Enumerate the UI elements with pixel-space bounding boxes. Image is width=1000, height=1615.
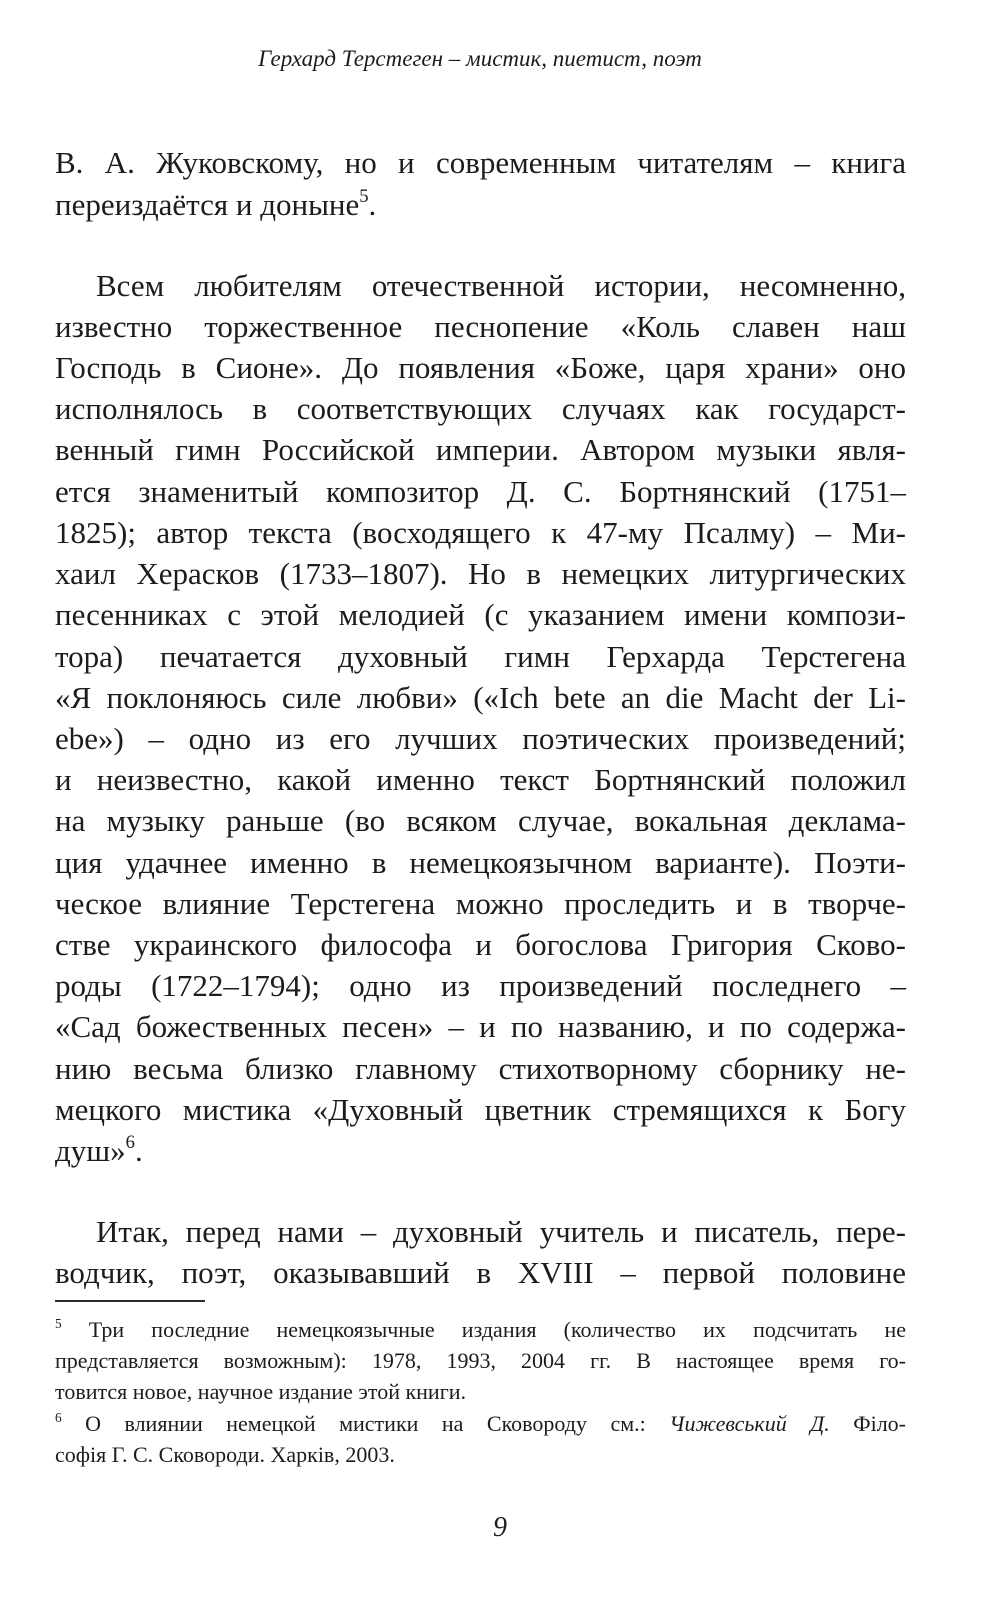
text-line: стве украинского философа и богослова Григория Сково- — [55, 927, 906, 962]
text-line: водчик, поэт, оказывавший в XVIII – первой половине — [55, 1255, 906, 1290]
footnote-line: товится новое, научное издание этой книги. — [55, 1379, 466, 1404]
text-line: «Я поклоняюсь силе любви» («Ich bete an die Macht der Li- — [55, 680, 906, 715]
text-line: ebe») – одно из его лучших поэтических произведений; — [55, 721, 906, 756]
text-line-content: душ» — [55, 1133, 126, 1168]
footnote-ref-6: 6 — [125, 1131, 135, 1153]
text-line: Всем любителям отечественной истории, несомненно, — [96, 268, 906, 303]
text-line: мецкого мистика «Духовный цветник стремящихся к Богу — [55, 1092, 906, 1127]
text-line: роды (1722–1794); одно из произведений последнего – — [55, 968, 906, 1003]
footnote-text: Філо- — [829, 1411, 906, 1436]
footnote-number: 5 — [55, 1315, 62, 1331]
footnote-line: софія Г. С. Сковороди. Харків, 2003. — [55, 1442, 395, 1467]
page-number: 9 — [493, 1512, 507, 1543]
text-line: известно торжественное песнопение «Коль славен наш — [55, 309, 906, 344]
footnote-text: О влиянии немецкой мистики на Сковороду см.: — [85, 1411, 670, 1436]
text-line — [55, 1130, 906, 1172]
text-line: нию весьма близко главному стихотворному сборнику не- — [55, 1051, 906, 1086]
text-line: исполнялось в соответствующих случаях как государст- — [55, 391, 906, 426]
text-line-content: переиздаётся и доныне — [55, 187, 360, 222]
footnote-text: Три последние немецкоязычные издания (количество их подсчитать не — [88, 1317, 907, 1342]
text-line: на музыку раньше (во всяком случае, вокальная деклама- — [55, 803, 906, 838]
text-line — [55, 184, 906, 226]
cited-author: Чижевський Д. — [669, 1411, 830, 1436]
text-line: тора) печатается духовный гимн Герхарда Терстегена — [55, 639, 906, 674]
footnote-5 — [55, 1314, 906, 1345]
text-line: венный гимн Российской империи. Автором музыки явля- — [55, 432, 906, 467]
end-punctuation: . — [134, 1133, 143, 1168]
running-head: Герхард Терстеген – мистик, пиетист, поэт — [258, 46, 702, 71]
text-line: песенниках с этой мелодией (с указанием имени компози- — [55, 597, 906, 632]
footnote-separator — [55, 1300, 205, 1302]
text-line: ция удачнее именно в немецкоязычном варианте). Поэти- — [55, 845, 906, 880]
text-line: и неизвестно, какой именно текст Бортнянский положил — [55, 762, 906, 797]
text-line: ческое влияние Терстегена можно проследить и в творче- — [55, 886, 906, 921]
text-line: В. А. Жуковскому, но и современным читателям – книга — [55, 145, 906, 180]
footnote-number: 6 — [55, 1409, 62, 1425]
text-line: 1825); автор текста (восходящего к 47-му Псалму) – Ми- — [55, 515, 906, 550]
text-line: «Сад божественных песен» – и по названию, и по содержа- — [55, 1009, 906, 1044]
text-line: Господь в Сионе». До появления «Боже, царя храни» оно — [55, 350, 906, 385]
text-line: хаил Херасков (1733–1807). Но в немецких литургических — [55, 556, 906, 591]
end-punctuation: . — [368, 187, 377, 222]
text-line: Итак, перед нами – духовный учитель и писатель, пере- — [96, 1214, 906, 1249]
footnote-6 — [55, 1408, 906, 1439]
footnote-line: представляется возможным): 1978, 1993, 2004 гг. В настоящее время го- — [55, 1348, 906, 1373]
text-line: ется знаменитый композитор Д. С. Бортнянский (1751– — [55, 474, 906, 509]
footnote-ref-5: 5 — [359, 185, 369, 207]
